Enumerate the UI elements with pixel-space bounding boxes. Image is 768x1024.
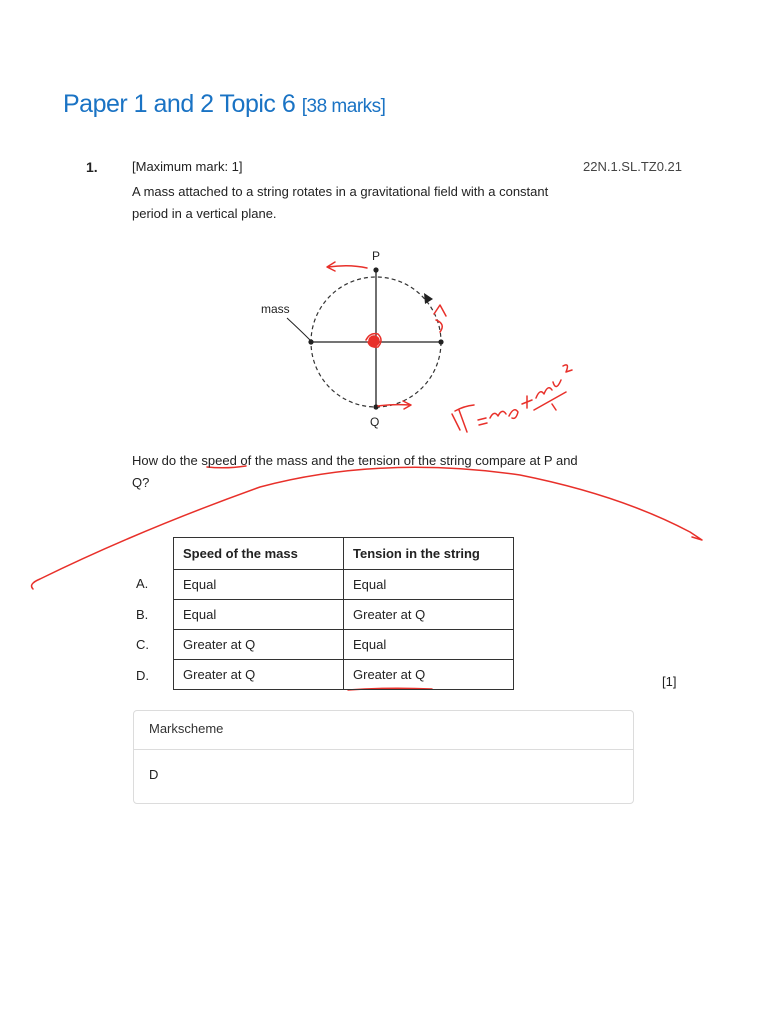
markscheme-heading[interactable]: Markscheme <box>134 711 633 750</box>
cell-tension: Equal <box>344 630 514 660</box>
mark-value: [1] <box>662 674 677 689</box>
annotation-center-blob <box>369 336 379 346</box>
label-q: Q <box>370 415 380 429</box>
question-stem: A mass attached to a string rotates in a gravitational field with a constant period in a vertical plane. <box>132 184 549 221</box>
annotation-formula-fraction <box>534 365 572 410</box>
table-header-row <box>174 538 514 570</box>
mass-dot-top <box>373 267 378 272</box>
option-letter-b: B. <box>136 607 149 622</box>
cell-tension: Greater at Q <box>344 660 514 690</box>
question-code: 22N.1.SL.TZ0.21 <box>583 159 682 174</box>
table-row <box>174 630 514 660</box>
mass-dot-bottom <box>373 404 378 409</box>
answer-table <box>173 537 514 690</box>
option-letter-d: D. <box>136 668 149 683</box>
total-marks: [38 marks] <box>301 96 386 117</box>
markscheme-panel <box>133 710 634 804</box>
cell-speed: Equal <box>174 570 344 600</box>
header-speed: Speed of the mass <box>174 538 344 570</box>
annotation-side-arrow <box>434 305 446 332</box>
header-tension: Tension in the string <box>344 538 514 570</box>
cell-speed: Greater at Q <box>174 660 344 690</box>
mass-pointer-line <box>287 318 310 340</box>
annotation-arrow-top <box>327 262 367 271</box>
page-title <box>63 90 385 119</box>
question-number: 1. <box>86 159 98 175</box>
cell-speed: Equal <box>174 600 344 630</box>
annotation-formula-t <box>452 405 474 432</box>
table-row <box>174 660 514 690</box>
question-prompt: How do the speed of the mass and the tension of the string compare at P and Q? <box>132 453 578 490</box>
annotation-formula-rest <box>478 396 532 425</box>
orbit-circle <box>311 277 441 407</box>
direction-arrow-icon <box>424 293 433 304</box>
cell-speed: Greater at Q <box>174 630 344 660</box>
annotation-center-scribble <box>366 334 381 348</box>
mass-dot-right <box>438 339 443 344</box>
max-mark: [Maximum mark: 1] <box>132 159 243 174</box>
option-letter-a: A. <box>136 576 149 591</box>
label-p: P <box>372 249 381 263</box>
markscheme-answer: D <box>149 767 159 782</box>
title-text: Paper 1 and 2 Topic 6 <box>63 90 296 118</box>
option-letter-c: C. <box>136 637 149 652</box>
table-row <box>174 570 514 600</box>
mass-dot-left <box>308 339 313 344</box>
cell-tension: Equal <box>344 570 514 600</box>
annotation-arrow-bottom <box>378 401 411 409</box>
cell-tension: Greater at Q <box>344 600 514 630</box>
label-mass: mass <box>261 302 290 316</box>
table-row <box>174 600 514 630</box>
